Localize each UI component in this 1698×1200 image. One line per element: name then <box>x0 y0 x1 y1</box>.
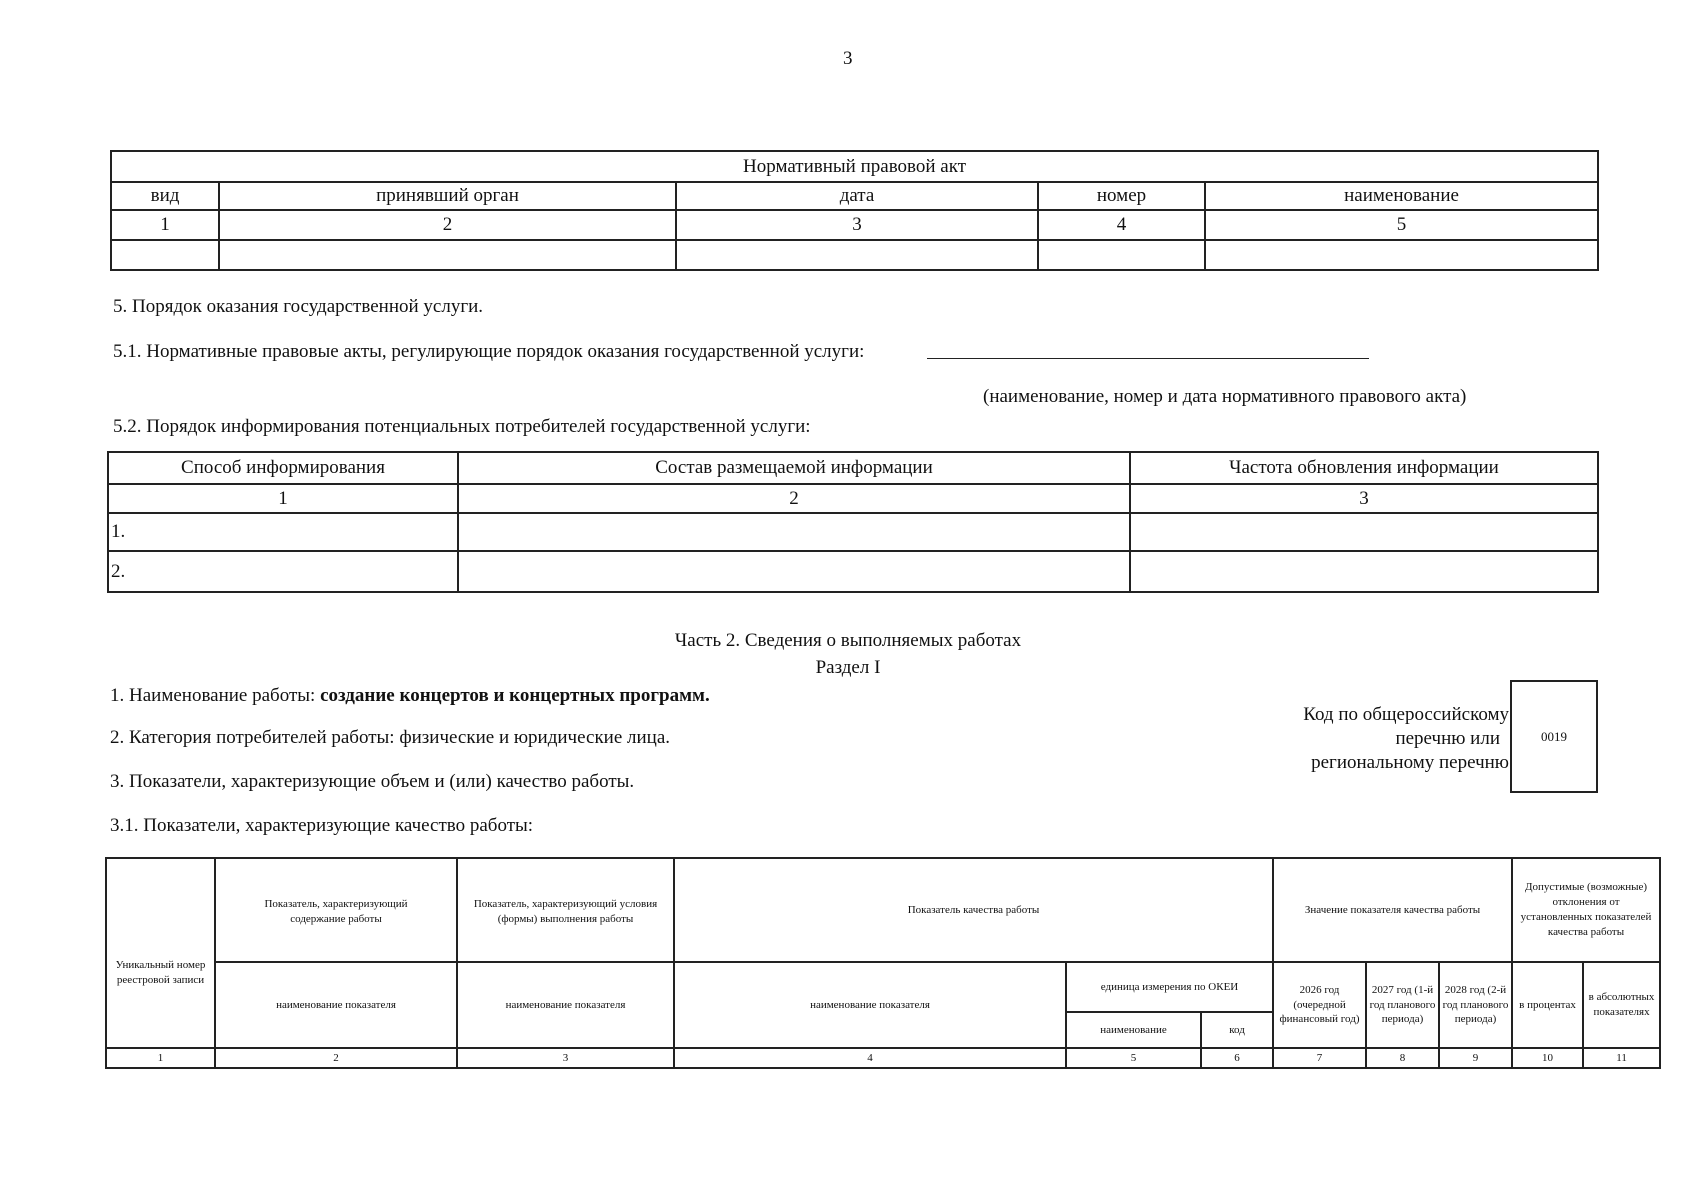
info-num: 2 <box>458 484 1130 513</box>
col-num: 6 <box>1201 1048 1273 1068</box>
npa-empty-cell <box>676 240 1038 270</box>
info-empty-cell <box>1130 513 1598 551</box>
npa-num: 1 <box>111 210 219 240</box>
npa-empty-cell <box>1038 240 1205 270</box>
col-num: 4 <box>674 1048 1066 1068</box>
col-num: 10 <box>1512 1048 1583 1068</box>
section-5-2-text: 5.2. Порядок информирования потенциальных потребителей государственной услуги: <box>113 416 811 437</box>
work-name-value: создание концертов и концертных программ. <box>320 685 710 706</box>
col-year-2027: 2027 год (1-й год планового периода) <box>1366 962 1439 1048</box>
page-number: 3 <box>843 48 853 69</box>
part-2-title <box>0 630 1698 652</box>
npa-num: 5 <box>1205 210 1598 240</box>
work-name-label: 1. Наименование работы: <box>110 685 321 706</box>
code-label-line-2: перечню или <box>1395 728 1500 749</box>
col-conditions-indicator: Показатель, характеризующий условия (формы) выполнения работы <box>457 858 674 962</box>
col-num: 8 <box>1366 1048 1439 1068</box>
npa-col-vid: вид <box>111 182 219 210</box>
col-indicator-name: наименование показателя <box>457 962 674 1048</box>
code-label-line-1: Код по общероссийскому <box>1303 704 1509 725</box>
info-row-label: 2. <box>108 551 458 592</box>
info-num: 3 <box>1130 484 1598 513</box>
col-num: 9 <box>1439 1048 1512 1068</box>
col-okei-name: наименование <box>1066 1012 1201 1048</box>
code-box <box>1510 680 1598 793</box>
info-num: 1 <box>108 484 458 513</box>
info-row-label: 1. <box>108 513 458 551</box>
code-value: 0019 <box>1541 728 1567 744</box>
section-5-heading: 5. Порядок оказания государственной услуги. <box>113 296 484 317</box>
npa-col-number: номер <box>1038 182 1205 210</box>
npa-title: Нормативный правовой акт <box>111 151 1598 182</box>
part-2-title-text: Часть 2. Сведения о выполняемых работах <box>674 630 1022 651</box>
code-label-line-3: региональному перечню <box>1311 752 1509 773</box>
npa-empty-cell <box>219 240 676 270</box>
work-name-line <box>110 685 710 707</box>
npa-col-name: наименование <box>1205 182 1598 210</box>
info-empty-cell <box>458 551 1130 592</box>
col-value-indicator: Значение показателя качества работы <box>1273 858 1512 962</box>
code-label <box>1255 703 1509 775</box>
col-indicator-name: наименование показателя <box>215 962 457 1048</box>
npa-col-organ: принявший орган <box>219 182 676 210</box>
section-5-1-blank-line <box>927 358 1369 359</box>
info-empty-cell <box>458 513 1130 551</box>
section-5-1-text: 5.1. Нормативные правовые акты, регулирующие порядок оказания государственной услуги: <box>113 341 865 362</box>
information-table <box>107 451 1599 593</box>
col-num: 11 <box>1583 1048 1660 1068</box>
col-year-2026: 2026 год (очередной финансовый год) <box>1273 962 1366 1048</box>
col-in-percent: в процентах <box>1512 962 1583 1048</box>
indicators-heading: 3. Показатели, характеризующие объем и (или) качество работы. <box>110 771 635 792</box>
col-num: 1 <box>106 1048 215 1068</box>
normative-act-table <box>110 150 1599 271</box>
col-okei-unit: единица измерения по ОКЕИ <box>1066 962 1273 1012</box>
info-empty-cell <box>1130 551 1598 592</box>
col-num: 2 <box>215 1048 457 1068</box>
col-indicator-name: наименование показателя <box>674 962 1066 1048</box>
col-num: 5 <box>1066 1048 1201 1068</box>
info-col-method: Способ информирования <box>108 452 458 484</box>
section-title <box>0 657 1698 679</box>
section-title-text: Раздел I <box>815 657 881 678</box>
npa-num: 4 <box>1038 210 1205 240</box>
col-deviations: Допустимые (возможные) отклонения от установленных показателей качества работы <box>1512 858 1660 962</box>
npa-num: 3 <box>676 210 1038 240</box>
col-quality-indicator: Показатель качества работы <box>674 858 1273 962</box>
col-in-absolute: в абсолютных показателях <box>1583 962 1660 1048</box>
info-col-content: Состав размещаемой информации <box>458 452 1130 484</box>
npa-empty-cell <box>111 240 219 270</box>
col-unique-record: Уникальный номер реестровой записи <box>106 858 215 1048</box>
npa-empty-cell <box>1205 240 1598 270</box>
npa-num: 2 <box>219 210 676 240</box>
section-5-1-caption: (наименование, номер и дата нормативного правового акта) <box>983 386 1467 407</box>
col-okei-code: код <box>1201 1012 1273 1048</box>
quality-indicators-heading: 3.1. Показатели, характеризующие качество работы: <box>110 815 534 836</box>
quality-indicators-table <box>105 857 1661 1069</box>
npa-col-date: дата <box>676 182 1038 210</box>
info-col-frequency: Частота обновления информации <box>1130 452 1598 484</box>
col-year-2028: 2028 год (2-й год планового периода) <box>1439 962 1512 1048</box>
col-content-indicator: Показатель, характеризующий содержание работы <box>215 858 457 962</box>
col-num: 3 <box>457 1048 674 1068</box>
consumer-category: 2. Категория потребителей работы: физические и юридические лица. <box>110 727 671 748</box>
col-num: 7 <box>1273 1048 1366 1068</box>
